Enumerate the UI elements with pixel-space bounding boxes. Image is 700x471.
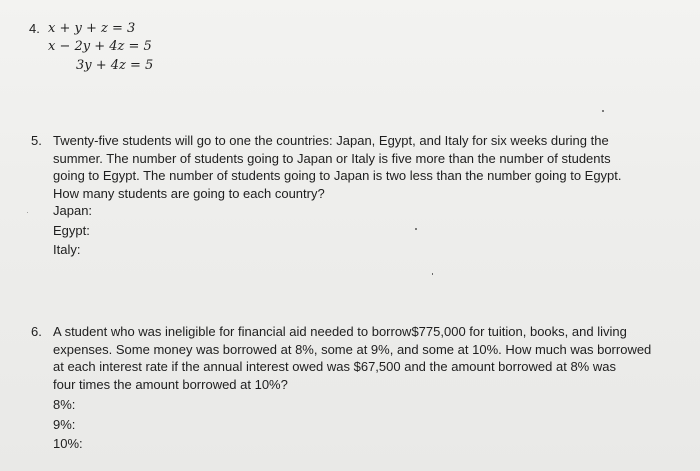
paper-speck <box>415 228 417 230</box>
problem-6-line: A student who was ineligible for financial aid needed to borrow$775,000 for tuition, books, and living <box>53 324 627 339</box>
problem-4 <box>29 20 229 80</box>
problem-6-number: 6. <box>31 324 42 339</box>
problem-5 <box>31 132 681 262</box>
problem-5-line: Twenty-five students will go to one the countries: Japan, Egypt, and Italy for six weeks during the <box>53 133 609 148</box>
answer-9-percent-label: 9%: <box>53 416 76 432</box>
problem-5-line: How many students are going to each country? <box>53 185 325 201</box>
answer-italy-label: Italy: <box>53 242 81 257</box>
equation-3: 3y + 4z = 5 <box>76 58 154 73</box>
answer-japan-label: Japan: <box>53 203 93 218</box>
problem-5-line: going to Egypt. The number of students going to Japan is two less than the number going to Egypt. <box>53 168 622 183</box>
problem-5-answers <box>53 202 92 261</box>
equation-1: x + y + z = 3 <box>48 21 136 36</box>
answer-8-percent-label: 8%: <box>53 397 76 412</box>
problem-5-number: 5. <box>31 133 42 148</box>
paper-speck <box>602 110 604 112</box>
problem-6-text <box>53 323 693 393</box>
problem-5-line: summer. The number of students going to Japan or Italy is five more than the number of students <box>53 150 611 166</box>
paper-speck <box>432 273 433 275</box>
problem-6-line: four times the amount borrowed at 10%? <box>53 376 288 392</box>
problem-6-line: at each interest rate if the annual interest owed was $67,500 and the amount borrowed at 8% was <box>53 359 616 374</box>
paper-speck <box>27 212 28 213</box>
problem-6-answers <box>53 396 83 455</box>
answer-egypt-label: Egypt: <box>53 222 90 238</box>
problem-5-text <box>53 132 678 202</box>
problem-6 <box>31 323 691 458</box>
problem-4-number: 4. <box>29 21 40 36</box>
answer-10-percent-label: 10%: <box>53 436 83 451</box>
problem-6-line: expenses. Some money was borrowed at 8%, some at 9%, and some at 10%. How much was borrowed <box>53 341 652 357</box>
equation-2: x − 2y + 4z = 5 <box>48 39 152 54</box>
